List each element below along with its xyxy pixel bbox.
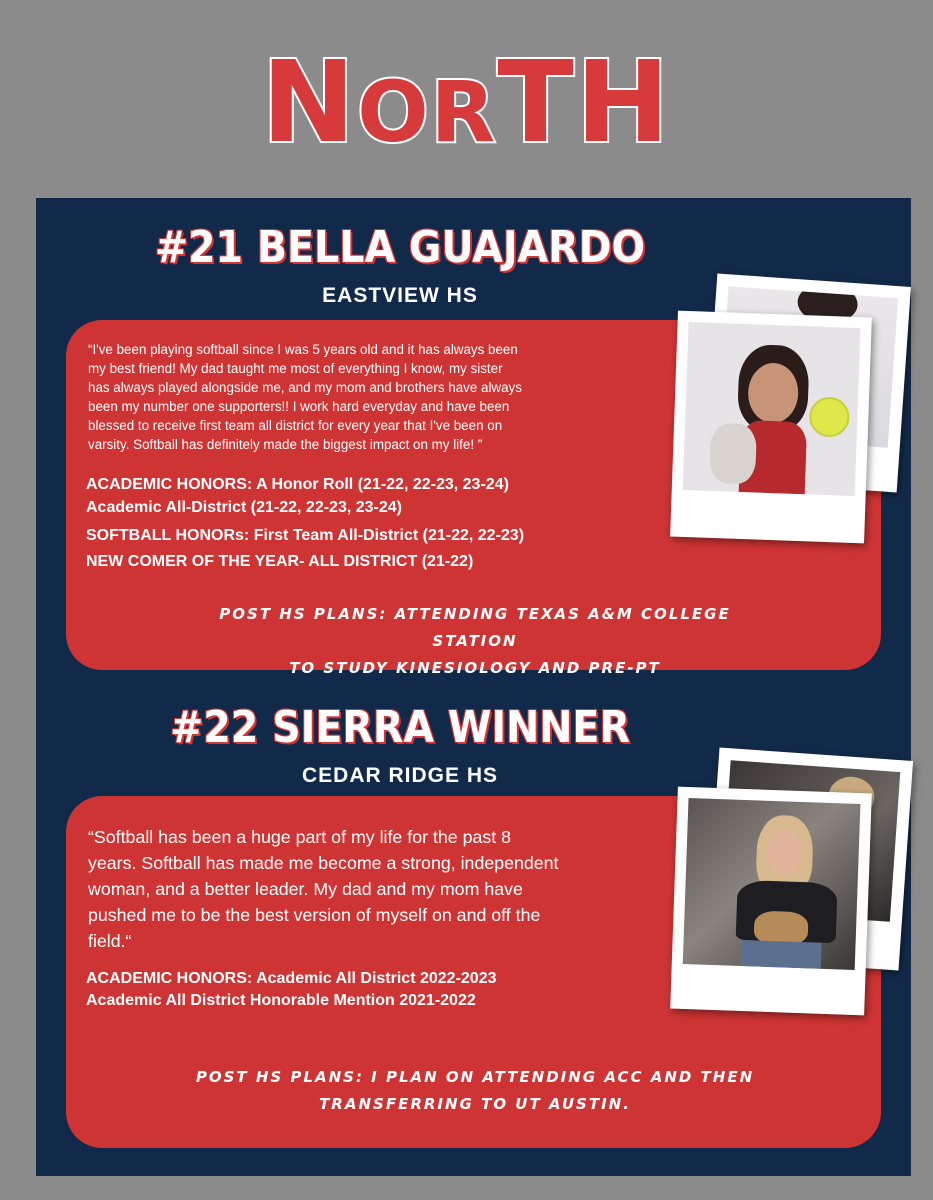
quote-line: “I've been playing softball since I was 5 years old and it has always been	[88, 342, 518, 357]
quote-line: “Softball has been a huge part of my life for the past 8	[88, 827, 512, 847]
player-1-honor-4: NEW COMER OF THE YEAR- ALL DISTRICT (21-22)	[86, 553, 474, 570]
quote-line: varsity. Softball has definitely made the biggest impact on my life! ”	[88, 437, 483, 452]
player-photo	[683, 322, 861, 496]
plans-line: POST HS PLANS: I PLAN ON ATTENDING ACC AND THEN	[195, 1068, 755, 1086]
quote-line: field.“	[88, 931, 132, 951]
quote-line: has always played alongside me, and my mom and brothers have always	[88, 380, 522, 395]
player-2-honor-1: ACADEMIC HONORS: Academic All District 2022-2023	[86, 970, 497, 987]
player-1-polaroid-front	[670, 311, 872, 544]
quote-line: blessed to receive first team all district for every year that I've been on	[88, 418, 503, 433]
player-2-school: CEDAR RIDGE HS	[301, 764, 499, 787]
page-title	[0, 38, 933, 177]
quote-line: woman, and a better leader. My dad and my mom have	[88, 879, 523, 899]
quote-line: pushed me to be the best version of myself on and off the	[88, 905, 541, 925]
player-2-name: #22 SIERRA WINNER	[170, 702, 630, 753]
quote-line: my best friend! My dad taught me most of everything I know, my sister	[88, 361, 503, 376]
title-letters-or: OR	[357, 63, 498, 161]
plans-line: TRANSFERRING TO UT AUSTIN.	[319, 1095, 631, 1113]
plans-line: POST HS PLANS: ATTENDING TEXAS A&M COLLEGE STATION	[219, 605, 731, 650]
player-1-honor-3: SOFTBALL HONORs: First Team All-District (21-22, 22-23)	[86, 527, 525, 544]
player-1-school: EASTVIEW HS	[322, 284, 478, 307]
plans-line: TO STUDY KINESIOLOGY AND PRE-PT	[289, 659, 661, 677]
quote-line: years. Softball has made me become a strong, independent	[88, 853, 559, 873]
player-2-honor-2: Academic All District Honorable Mention 2021-2022	[86, 992, 476, 1009]
title-letter-n: N	[261, 38, 358, 168]
player-1-honor-2: Academic All-District (21-22, 22-23, 23-24)	[86, 499, 402, 516]
player-2-quote	[88, 824, 658, 954]
player-1-plans	[180, 601, 770, 682]
player-1-quote	[88, 340, 650, 454]
quote-line: been my number one supporters!! I work hard everyday and have been	[88, 399, 510, 414]
title-letters-th: TH	[497, 38, 672, 168]
player-photo	[683, 798, 861, 970]
player-1-name: #21 BELLA GUAJARDO	[154, 222, 646, 273]
player-1-honor-1: ACADEMIC HONORS: A Honor Roll (21-22, 22-23, 23-24)	[86, 476, 509, 493]
player-2-polaroid-front	[670, 787, 872, 1016]
player-2-plans	[150, 1064, 800, 1118]
